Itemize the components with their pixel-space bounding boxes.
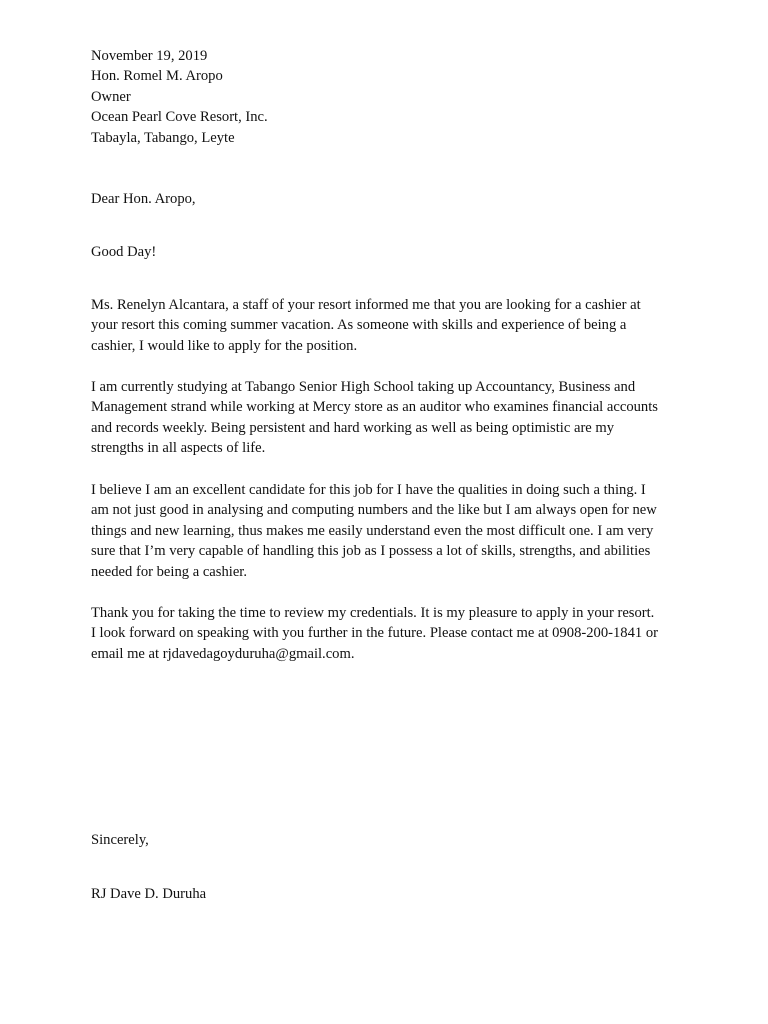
paragraph-2 [91, 377, 691, 459]
salutation-text: Dear Hon. Aropo, [91, 191, 196, 207]
paragraph-line: things and new learning, thus makes me easily understand even the most difficult one. I am very [91, 522, 654, 539]
recipient-name: Hon. Romel M. Aropo [91, 68, 223, 85]
paragraph-line: Ms. Renelyn Alcantara, a staff of your resort informed me that you are looking for a cashier at [91, 297, 641, 313]
letter-date: November 19, 2019 [91, 48, 208, 64]
paragraph-line: Thank you for taking the time to review my credentials. It is my pleasure to apply in your resort. [91, 605, 655, 621]
closing [91, 830, 691, 850]
paragraph-line: email me at rjdavedagoyduruha@gmail.com. [91, 645, 355, 662]
paragraph-3 [91, 480, 691, 582]
signature-name: RJ Dave D. Duruha [91, 886, 207, 902]
paragraph-line: and records weekly. Being persistent and hard working as well as being optimistic are my [91, 419, 615, 436]
recipient-title: Owner [91, 88, 131, 105]
paragraph-line: Management strand while working at Mercy store as an auditor who examines financial accounts [91, 399, 658, 416]
salutation [91, 189, 691, 209]
closing-text: Sincerely, [91, 832, 149, 848]
paragraph-4 [91, 603, 691, 664]
recipient-company: Ocean Pearl Cove Resort, Inc. [91, 109, 268, 126]
paragraph-1 [91, 295, 691, 356]
paragraph-line: am not just good in analysing and computing numbers and the like but I am always open for new [91, 502, 657, 519]
letter-header [91, 46, 691, 148]
greeting-text: Good Day! [91, 244, 157, 260]
paragraph-line: sure that I’m very capable of handling this job as I possess a lot of skills, strengths, and abilities [91, 543, 651, 560]
paragraph-line: cashier, I would like to apply for the position. [91, 337, 358, 354]
paragraph-line: I look forward on speaking with you further in the future. Please contact me at 0908-200-1841 or [91, 625, 658, 642]
paragraph-line: your resort this coming summer vacation. As someone with skills and experience of being a [91, 317, 627, 334]
paragraph-line: strengths in all aspects of life. [91, 440, 266, 457]
paragraph-line: needed for being a cashier. [91, 563, 247, 580]
paragraph-line: I believe I am an excellent candidate for this job for I have the qualities in doing such a thing. I [91, 482, 646, 498]
greeting [91, 242, 691, 262]
paragraph-line: I am currently studying at Tabango Senior High School taking up Accountancy, Business and [91, 379, 636, 395]
recipient-address: Tabayla, Tabango, Leyte [91, 129, 235, 146]
signature [91, 884, 691, 904]
